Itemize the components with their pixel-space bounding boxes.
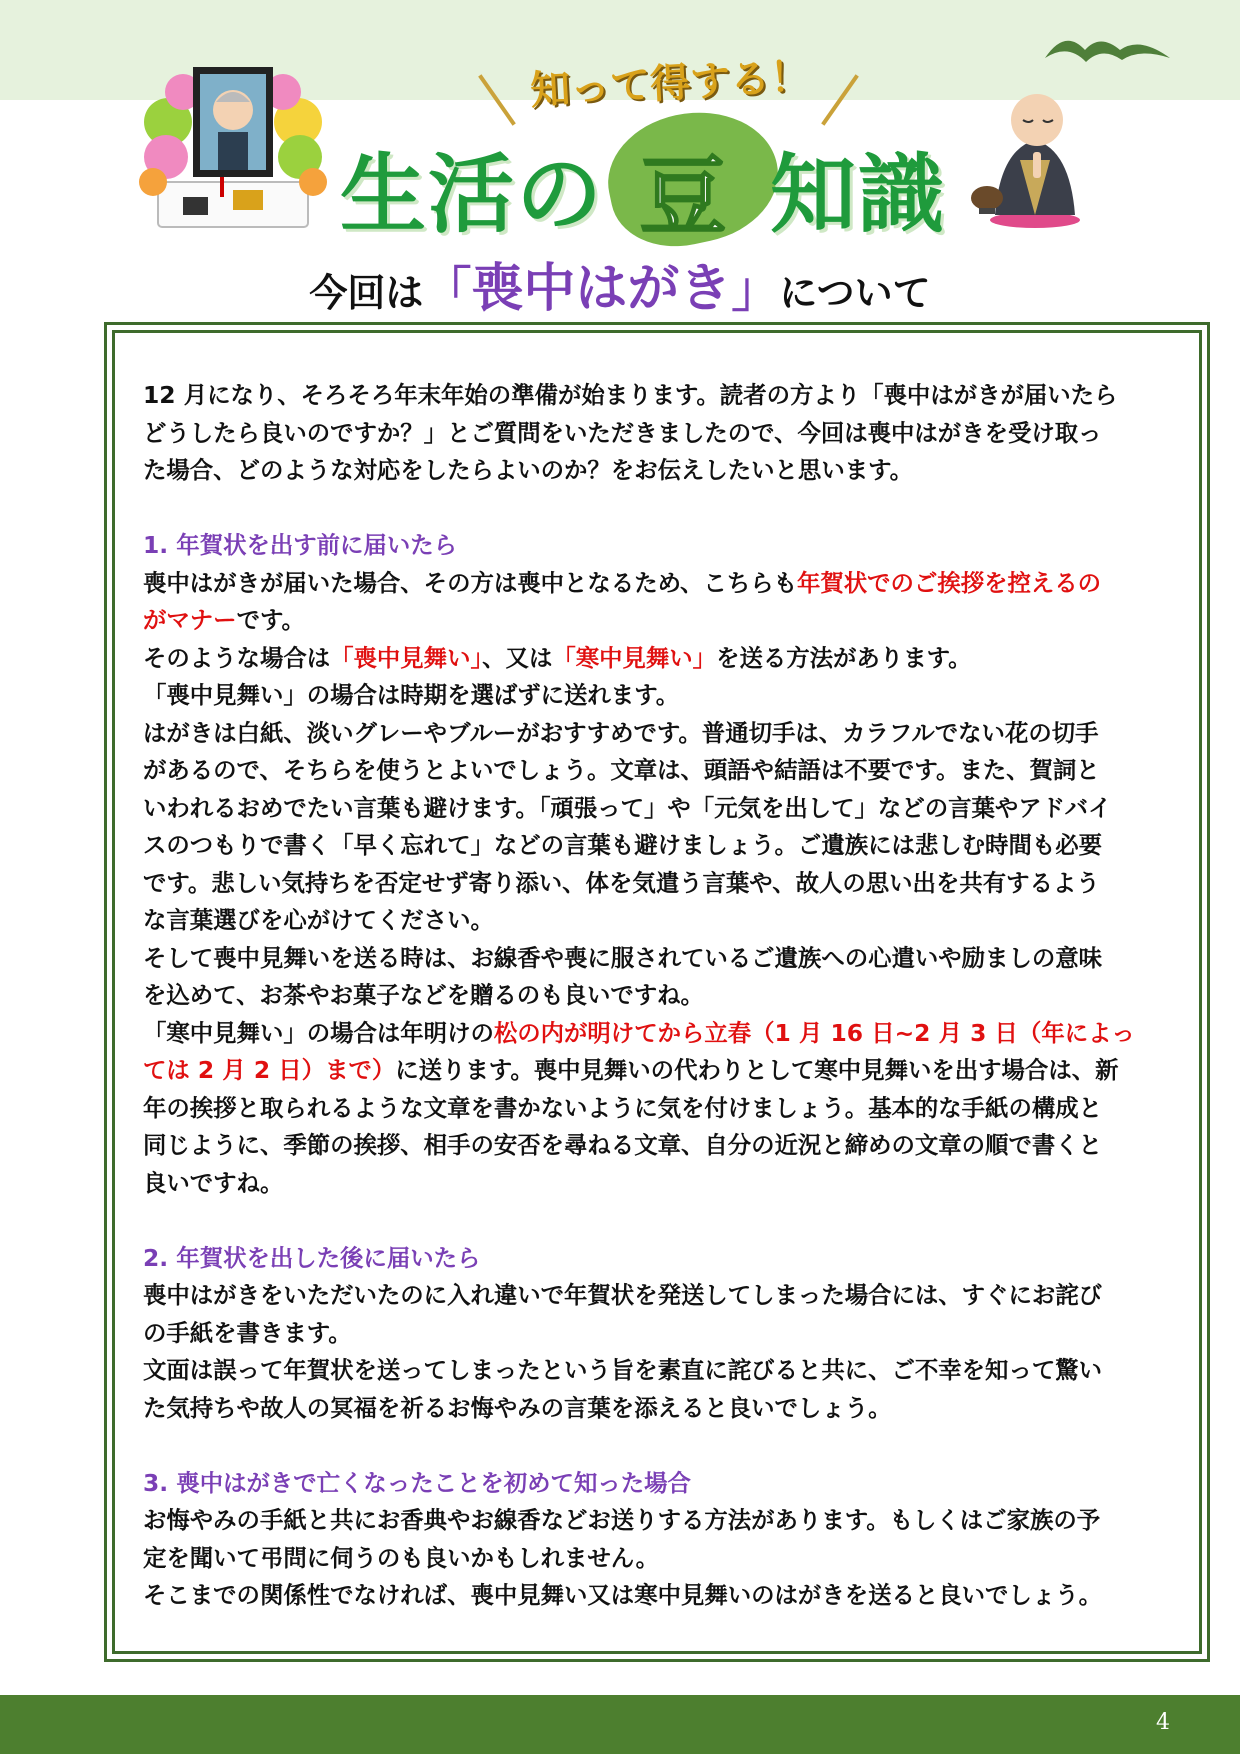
highlight-text: ては 2 月 2 日）まで） bbox=[143, 1056, 396, 1084]
subtitle-topic: 喪中はがき bbox=[471, 259, 732, 319]
body-line: そして喪中見舞いを送る時は、お線香や喪に服されているご遺族への心遣いや励ましの意味 bbox=[143, 943, 1103, 972]
body-line bbox=[143, 1015, 1173, 1053]
body-line: 喪中はがきをいただいたのに入れ違いで年賀状を発送してしまった場合には、すぐにお詫び bbox=[143, 1281, 1103, 1309]
page-title bbox=[340, 125, 950, 247]
body-line: の手紙を書きます。 bbox=[143, 1318, 352, 1347]
page-number: 4 bbox=[1156, 1710, 1170, 1735]
text: 喪中はがきが届いた場合、その方は喪中となるため、こちらも bbox=[143, 568, 797, 597]
highlight-text: 「喪中見舞い」 bbox=[330, 643, 483, 672]
footer-band bbox=[0, 1695, 1240, 1754]
text: を送る方法があります。 bbox=[716, 643, 972, 672]
intro-line: た場合、どのような対応をしたらよいのか？をお伝えしたいと思います。 bbox=[143, 456, 914, 484]
highlight-text: 松の内が明けてから立春（1 月 16 日~2 月 3 日（年によっ bbox=[493, 1018, 1135, 1047]
body-line: 文面は誤って年賀状を送ってしまったという旨を素直に詫びると共に、ご不幸を知って驚い bbox=[143, 1356, 1103, 1384]
intro-line: どうしたら良いのですか？」とご質問をいただきましたので、今回は喪中はがきを受け取っ bbox=[143, 418, 1102, 447]
intro-line: 12 月になり、そろそろ年末年始の準備が始まります。読者の方より「喪中はがきが届いたら bbox=[143, 381, 1118, 409]
body-line: があるので、そちらを使うとよいでしょう。文章は、頭語や結語は不要です。また、賀詞と bbox=[143, 756, 1100, 784]
highlight-text: 年賀状でのご挨拶を控えるの bbox=[797, 568, 1102, 597]
subtitle-post: について bbox=[779, 271, 931, 315]
text: そのような場合は bbox=[143, 643, 331, 672]
highlight-text: 「寒中見舞い」 bbox=[552, 643, 717, 672]
body-line: スのつもりで書く「早く忘れて」などの言葉も避けましょう。ご遺族には悲しむ時間も必要 bbox=[143, 831, 1103, 859]
body-line: た気持ちや故人の冥福を祈るお悔やみの言葉を添えると良いでしょう。 bbox=[143, 1393, 892, 1422]
subtitle-pre: 今回は bbox=[309, 271, 424, 315]
memorial-altar-illustration bbox=[138, 62, 328, 232]
body-line: はがきは白紙、淡いグレーやブルーがおすすめです。普通切手は、カラフルでない花の切手 bbox=[143, 718, 1099, 747]
title-part-2: 豆 bbox=[640, 147, 726, 247]
highlight-text: がマナー bbox=[143, 606, 237, 634]
section-1-heading: 1. 年賀状を出す前に届いたら bbox=[143, 531, 457, 559]
body-line: いわれるおめでたい言葉も避けます。「頑張って」や「元気を出して」などの言葉やアドバイ bbox=[143, 793, 1112, 822]
body-line: そこまでの関係性でなければ、喪中見舞い又は寒中見舞いのはがきを送ると良いでしょう。 bbox=[143, 1581, 1103, 1609]
title-part-1: 生活の bbox=[340, 145, 604, 245]
subtitle bbox=[0, 246, 1240, 321]
body-line bbox=[143, 1052, 1173, 1090]
title-part-3: 知識 bbox=[770, 145, 946, 245]
tagline: 知って得する！ bbox=[529, 53, 812, 115]
article-body bbox=[143, 377, 1173, 1615]
body-line: を込めて、お茶やお菓子などを贈るのも良いですね。 bbox=[143, 981, 704, 1009]
body-line: 「喪中見舞い」の場合は時期を選ばずに送れます。 bbox=[143, 681, 680, 709]
section-2-heading: 2. 年賀状を出した後に届いたら bbox=[143, 1243, 481, 1272]
body-line bbox=[143, 565, 1173, 603]
subtitle-open-bracket: 「 bbox=[423, 262, 472, 318]
text: 、又は bbox=[482, 643, 553, 672]
text: です。 bbox=[236, 606, 305, 634]
section-3-heading: 3. 喪中はがきで亡くなったことを初めて知った場合 bbox=[143, 1468, 691, 1497]
body-line: 年の挨拶と取られるような文章を書かないように気を付けましょう。基本的な手紙の構成と bbox=[143, 1093, 1103, 1122]
body-line: お悔やみの手紙と共にお香典やお線香などお送りする方法があります。もしくはご家族の予 bbox=[143, 1506, 1101, 1534]
body-line: 良いですね。 bbox=[143, 1168, 284, 1197]
body-line: 定を聞いて弔問に伺うのも良いかもしれません。 bbox=[143, 1543, 659, 1572]
text: に送ります。喪中見舞いの代わりとして寒中見舞いを出す場合は、新 bbox=[395, 1056, 1119, 1084]
body-line: 同じように、季節の挨拶、相手の安否を尋ねる文章、自分の近況と締めの文章の順で書くと bbox=[143, 1131, 1103, 1159]
body-line bbox=[143, 602, 1173, 640]
bird-illustration bbox=[1040, 28, 1175, 73]
body-line bbox=[143, 640, 1173, 678]
subtitle-close-bracket: 」 bbox=[731, 262, 780, 318]
text: 「寒中見舞い」の場合は年明けの bbox=[143, 1018, 494, 1047]
monk-illustration bbox=[965, 80, 1090, 230]
body-line: です。悲しい気持ちを否定せず寄り添い、体を気遣う言葉や、故人の思い出を共有するよう bbox=[143, 868, 1100, 897]
body-line: な言葉選びを心がけてください。 bbox=[143, 906, 494, 934]
